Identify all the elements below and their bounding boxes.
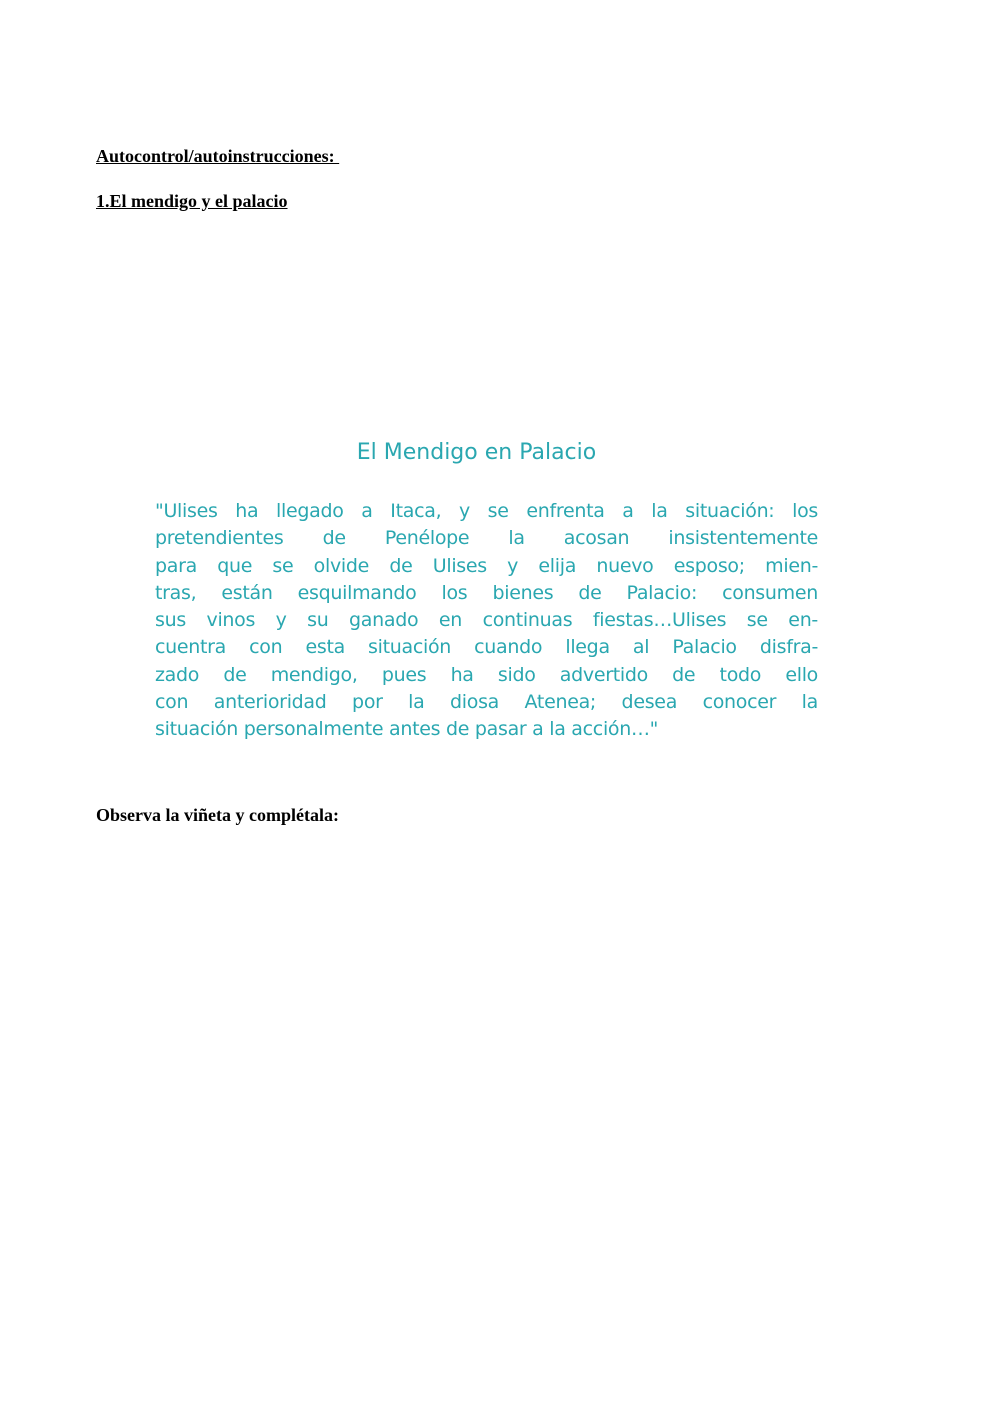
passage-line: "Ulises ha llegado a Itaca, y se enfrenta a la situación: los <box>155 500 818 522</box>
passage-title: El Mendigo en Palacio <box>356 440 597 465</box>
passage-line: cuentra con esta situación cuando llega al Palacio disfra- <box>155 636 818 659</box>
passage-line: situación personalmente antes de pasar a la acción…" <box>155 718 659 741</box>
passage-line: pretendientes de Penélope la acosan insistentemente <box>155 527 818 550</box>
main-heading: Autocontrol/autoinstrucciones: <box>96 146 340 166</box>
passage-line: con anterioridad por la diosa Atenea; desea conocer la <box>155 691 818 714</box>
instruction-text: Observa la viñeta y complétala: <box>96 805 339 825</box>
passage-text <box>155 498 818 744</box>
passage-line: tras, están esquilmando los bienes de Palacio: consumen <box>155 581 818 604</box>
passage-line: para que se olvide de Ulises y elija nuevo esposo; mien- <box>155 554 818 577</box>
passage-line: zado de mendigo, pues ha sido advertido de todo ello <box>155 663 818 686</box>
passage-image <box>155 438 818 744</box>
passage-line: sus vinos y su ganado en continuas fiestas…Ulises se en- <box>155 609 818 632</box>
section-heading: 1.El mendigo y el palacio <box>96 191 288 211</box>
